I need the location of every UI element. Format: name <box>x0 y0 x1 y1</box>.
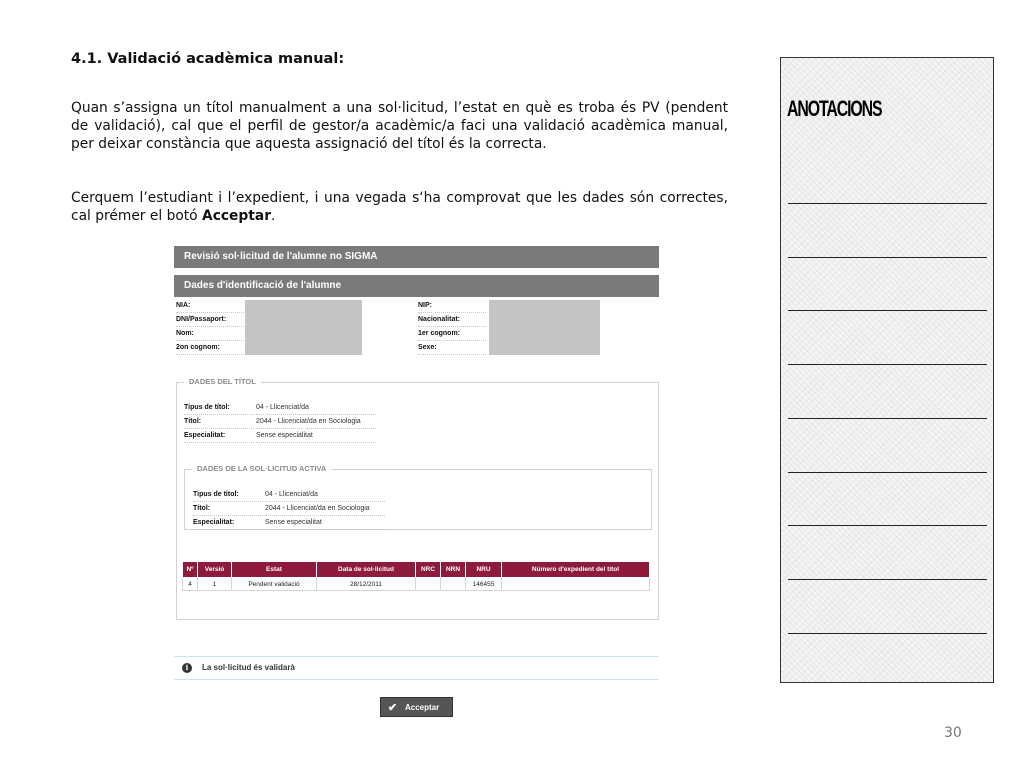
table-header-row <box>183 562 650 578</box>
id-right-values-redacted <box>489 300 600 355</box>
field-value: 04 - Llicenciat/da <box>265 488 385 502</box>
instruction-paragraph: Cerquem l’estudiant i l’expedient, i una vegada s‘ha comprovat que les dades són correctes, cal prémer el botó Acceptar. <box>71 190 728 224</box>
table-header: Nº <box>183 562 198 578</box>
annotation-line <box>788 203 987 204</box>
table-cell <box>502 578 650 591</box>
table-header: NRU <box>466 562 502 578</box>
id-left-values-redacted <box>245 300 362 355</box>
field-value: 2044 - Llicenciat/da en Sociologia <box>256 415 376 429</box>
annotation-line <box>788 633 987 634</box>
field-label: Especialitat: <box>184 429 254 443</box>
id-label: DNI/Passaport: <box>176 313 244 327</box>
annotations-title: ANOTACIONS <box>787 96 882 121</box>
field-value: Sense especialitat <box>265 516 385 530</box>
active-legend: DADES DE LA SOL·LICITUD ACTIVA <box>192 464 331 473</box>
annotation-line <box>788 418 987 419</box>
field-label: Especialitat: <box>193 516 263 530</box>
id-label: NIP: <box>418 299 486 313</box>
active-fieldset <box>184 464 652 530</box>
accept-button-label: Acceptar <box>405 703 440 712</box>
table-cell: 146455 <box>466 578 502 591</box>
info-icon: i <box>182 663 192 673</box>
table-cell: 4 <box>183 578 198 591</box>
id-label: 2on cognom: <box>176 341 244 355</box>
annotation-line <box>788 579 987 580</box>
table-header: NRC <box>416 562 441 578</box>
intro-paragraph: Quan s’assigna un títol manualment a una sol·licitud, l’estat en què es troba és PV (pendent de validació), cal que el perfil de gestor/a acadèmic/a faci una validació acadèmica manual, per deixar constància que aquesta assignació del títol és la correcta. <box>71 100 728 152</box>
id-label: 1er cognom: <box>418 327 486 341</box>
table-cell: Pendent validació <box>232 578 317 591</box>
accept-keyword: Acceptar <box>202 208 271 224</box>
page-number: 30 <box>944 725 962 741</box>
info-message: La sol·licitud és validarà <box>202 663 295 672</box>
table-header: Versió <box>198 562 232 578</box>
annotation-line <box>788 310 987 311</box>
table-row[interactable] <box>183 578 650 591</box>
annotation-line <box>788 525 987 526</box>
field-value: 04 - Llicenciat/da <box>256 401 376 415</box>
id-label: NIA: <box>176 299 244 313</box>
id-label: Nom: <box>176 327 244 341</box>
annotations-panel <box>780 57 994 683</box>
field-label: Tipus de títol: <box>184 401 254 415</box>
annotation-line <box>788 257 987 258</box>
field-value: Sense especialitat <box>256 429 376 443</box>
table-cell <box>416 578 441 591</box>
table-header: Data de sol·licitud <box>317 562 416 578</box>
accept-button[interactable] <box>380 697 453 717</box>
id-section-title-bar: Dades d'identificació de l'alumne <box>174 275 659 297</box>
field-label: Títol: <box>193 502 263 516</box>
panel-title-bar: Revisió sol·licitud de l'alumne no SIGMA <box>174 246 659 268</box>
table-cell: 28/12/2011 <box>317 578 416 591</box>
field-label: Títol: <box>184 415 254 429</box>
annotation-line <box>788 472 987 473</box>
sollicitud-table <box>182 561 650 591</box>
annotation-line <box>788 364 987 365</box>
id-label: Sexe: <box>418 341 486 355</box>
table-header: Estat <box>232 562 317 578</box>
check-icon: ✔ <box>388 702 398 714</box>
table-header: Número d'expedient del títol <box>502 562 650 578</box>
table-cell <box>441 578 466 591</box>
info-message-bar <box>174 656 659 680</box>
section-heading: 4.1. Validació acadèmica manual: <box>71 51 345 67</box>
id-label: Nacionalitat: <box>418 313 486 327</box>
field-value: 2044 - Llicenciat/da en Sociologia <box>265 502 385 516</box>
titol-legend: DADES DEL TÍTOL <box>184 377 261 386</box>
table-header: NRN <box>441 562 466 578</box>
table-cell: 1 <box>198 578 232 591</box>
field-label: Tipus de títol: <box>193 488 263 502</box>
